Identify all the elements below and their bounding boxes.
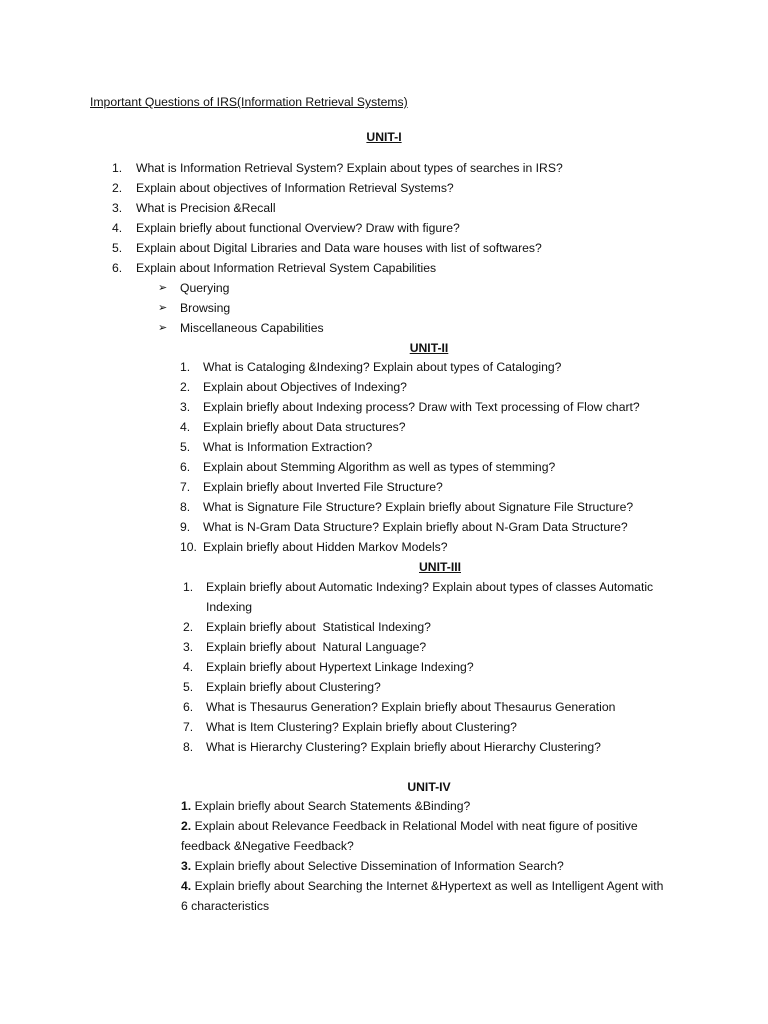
list-item: 5. What is Information Extraction? (180, 440, 373, 454)
arrow-bullet-icon: ➢ (158, 282, 168, 294)
unit-3-heading: UNIT-III (419, 560, 461, 574)
list-item: 1. Explain briefly about Automatic Indexing? Explain about types of classes Automatic Indexing (183, 580, 654, 614)
unit-4-question-list (181, 796, 671, 916)
list-item: 2. Explain about Relevance Feedback in Relational Model with neat figure of positive feedback &Negative Feedback? (181, 819, 638, 853)
list-item: 8. What is Hierarchy Clustering? Explain briefly about Hierarchy Clustering? (183, 740, 601, 754)
list-item: 7. What is Item Clustering? Explain briefly about Clustering? (183, 720, 517, 734)
list-item: 7. Explain briefly about Inverted File Structure? (180, 480, 443, 494)
list-item: 4. Explain briefly about Searching the Internet &Hypertext as well as Intelligent Agent with 6 characteristics (181, 879, 664, 913)
unit-1-heading: UNIT-I (366, 130, 402, 144)
list-item: 9. What is N-Gram Data Structure? Explain briefly about N-Gram Data Structure? (180, 520, 628, 534)
list-item: 3. Explain briefly about Natural Language? (183, 640, 427, 654)
arrow-bullet-icon: ➢ (158, 302, 168, 314)
list-item: 10. Explain briefly about Hidden Markov Models? (180, 540, 448, 554)
unit-2-question-list (180, 357, 740, 557)
list-item: 4. Explain briefly about functional Overview? Draw with figure? (112, 221, 460, 235)
list-item: 2. Explain briefly about Statistical Indexing? (183, 620, 431, 634)
list-item: ➢ Miscellaneous Capabilities (158, 318, 558, 338)
list-item: ➢ Querying (158, 278, 558, 298)
unit-1-capabilities-list (158, 278, 558, 338)
list-item: 5. Explain briefly about Clustering? (183, 680, 381, 694)
list-item: 2. Explain about objectives of Information Retrieval Systems? (112, 181, 454, 195)
unit-1-question-list (112, 158, 732, 278)
unit-4-heading: UNIT-IV (407, 780, 451, 794)
unit-2-heading: UNIT-II (409, 341, 449, 355)
list-item: 4. Explain briefly about Hypertext Linkage Indexing? (183, 660, 474, 674)
list-item: 3. Explain briefly about Indexing process? Draw with Text processing of Flow chart? (180, 400, 640, 414)
list-item: 8. What is Signature File Structure? Explain briefly about Signature File Structure? (180, 500, 634, 514)
list-item: 1. Explain briefly about Search Statements &Binding? (181, 799, 471, 813)
arrow-bullet-icon: ➢ (158, 322, 168, 334)
list-item: 1. What is Cataloging &Indexing? Explain about types of Cataloging? (180, 360, 562, 374)
list-item: 4. Explain briefly about Data structures? (180, 420, 406, 434)
list-item: ➢ Browsing (158, 298, 558, 318)
list-item: 6. Explain about Stemming Algorithm as well as types of stemming? (180, 460, 556, 474)
list-item: 6. What is Thesaurus Generation? Explain briefly about Thesaurus Generation (183, 700, 616, 714)
list-item: 3. Explain briefly about Selective Dissemination of Information Search? (181, 859, 564, 873)
list-item: 1. What is Information Retrieval System? Explain about types of searches in IRS? (112, 161, 563, 175)
list-item: 5. Explain about Digital Libraries and Data ware houses with list of softwares? (112, 241, 542, 255)
list-item: 3. What is Precision &Recall (112, 201, 276, 215)
list-item: 2. Explain about Objectives of Indexing? (180, 380, 407, 394)
document-title: Important Questions of IRS(Information Retrieval Systems) (90, 95, 408, 109)
unit-3-question-list (183, 577, 683, 757)
list-item: 6. Explain about Information Retrieval System Capabilities (112, 261, 437, 275)
